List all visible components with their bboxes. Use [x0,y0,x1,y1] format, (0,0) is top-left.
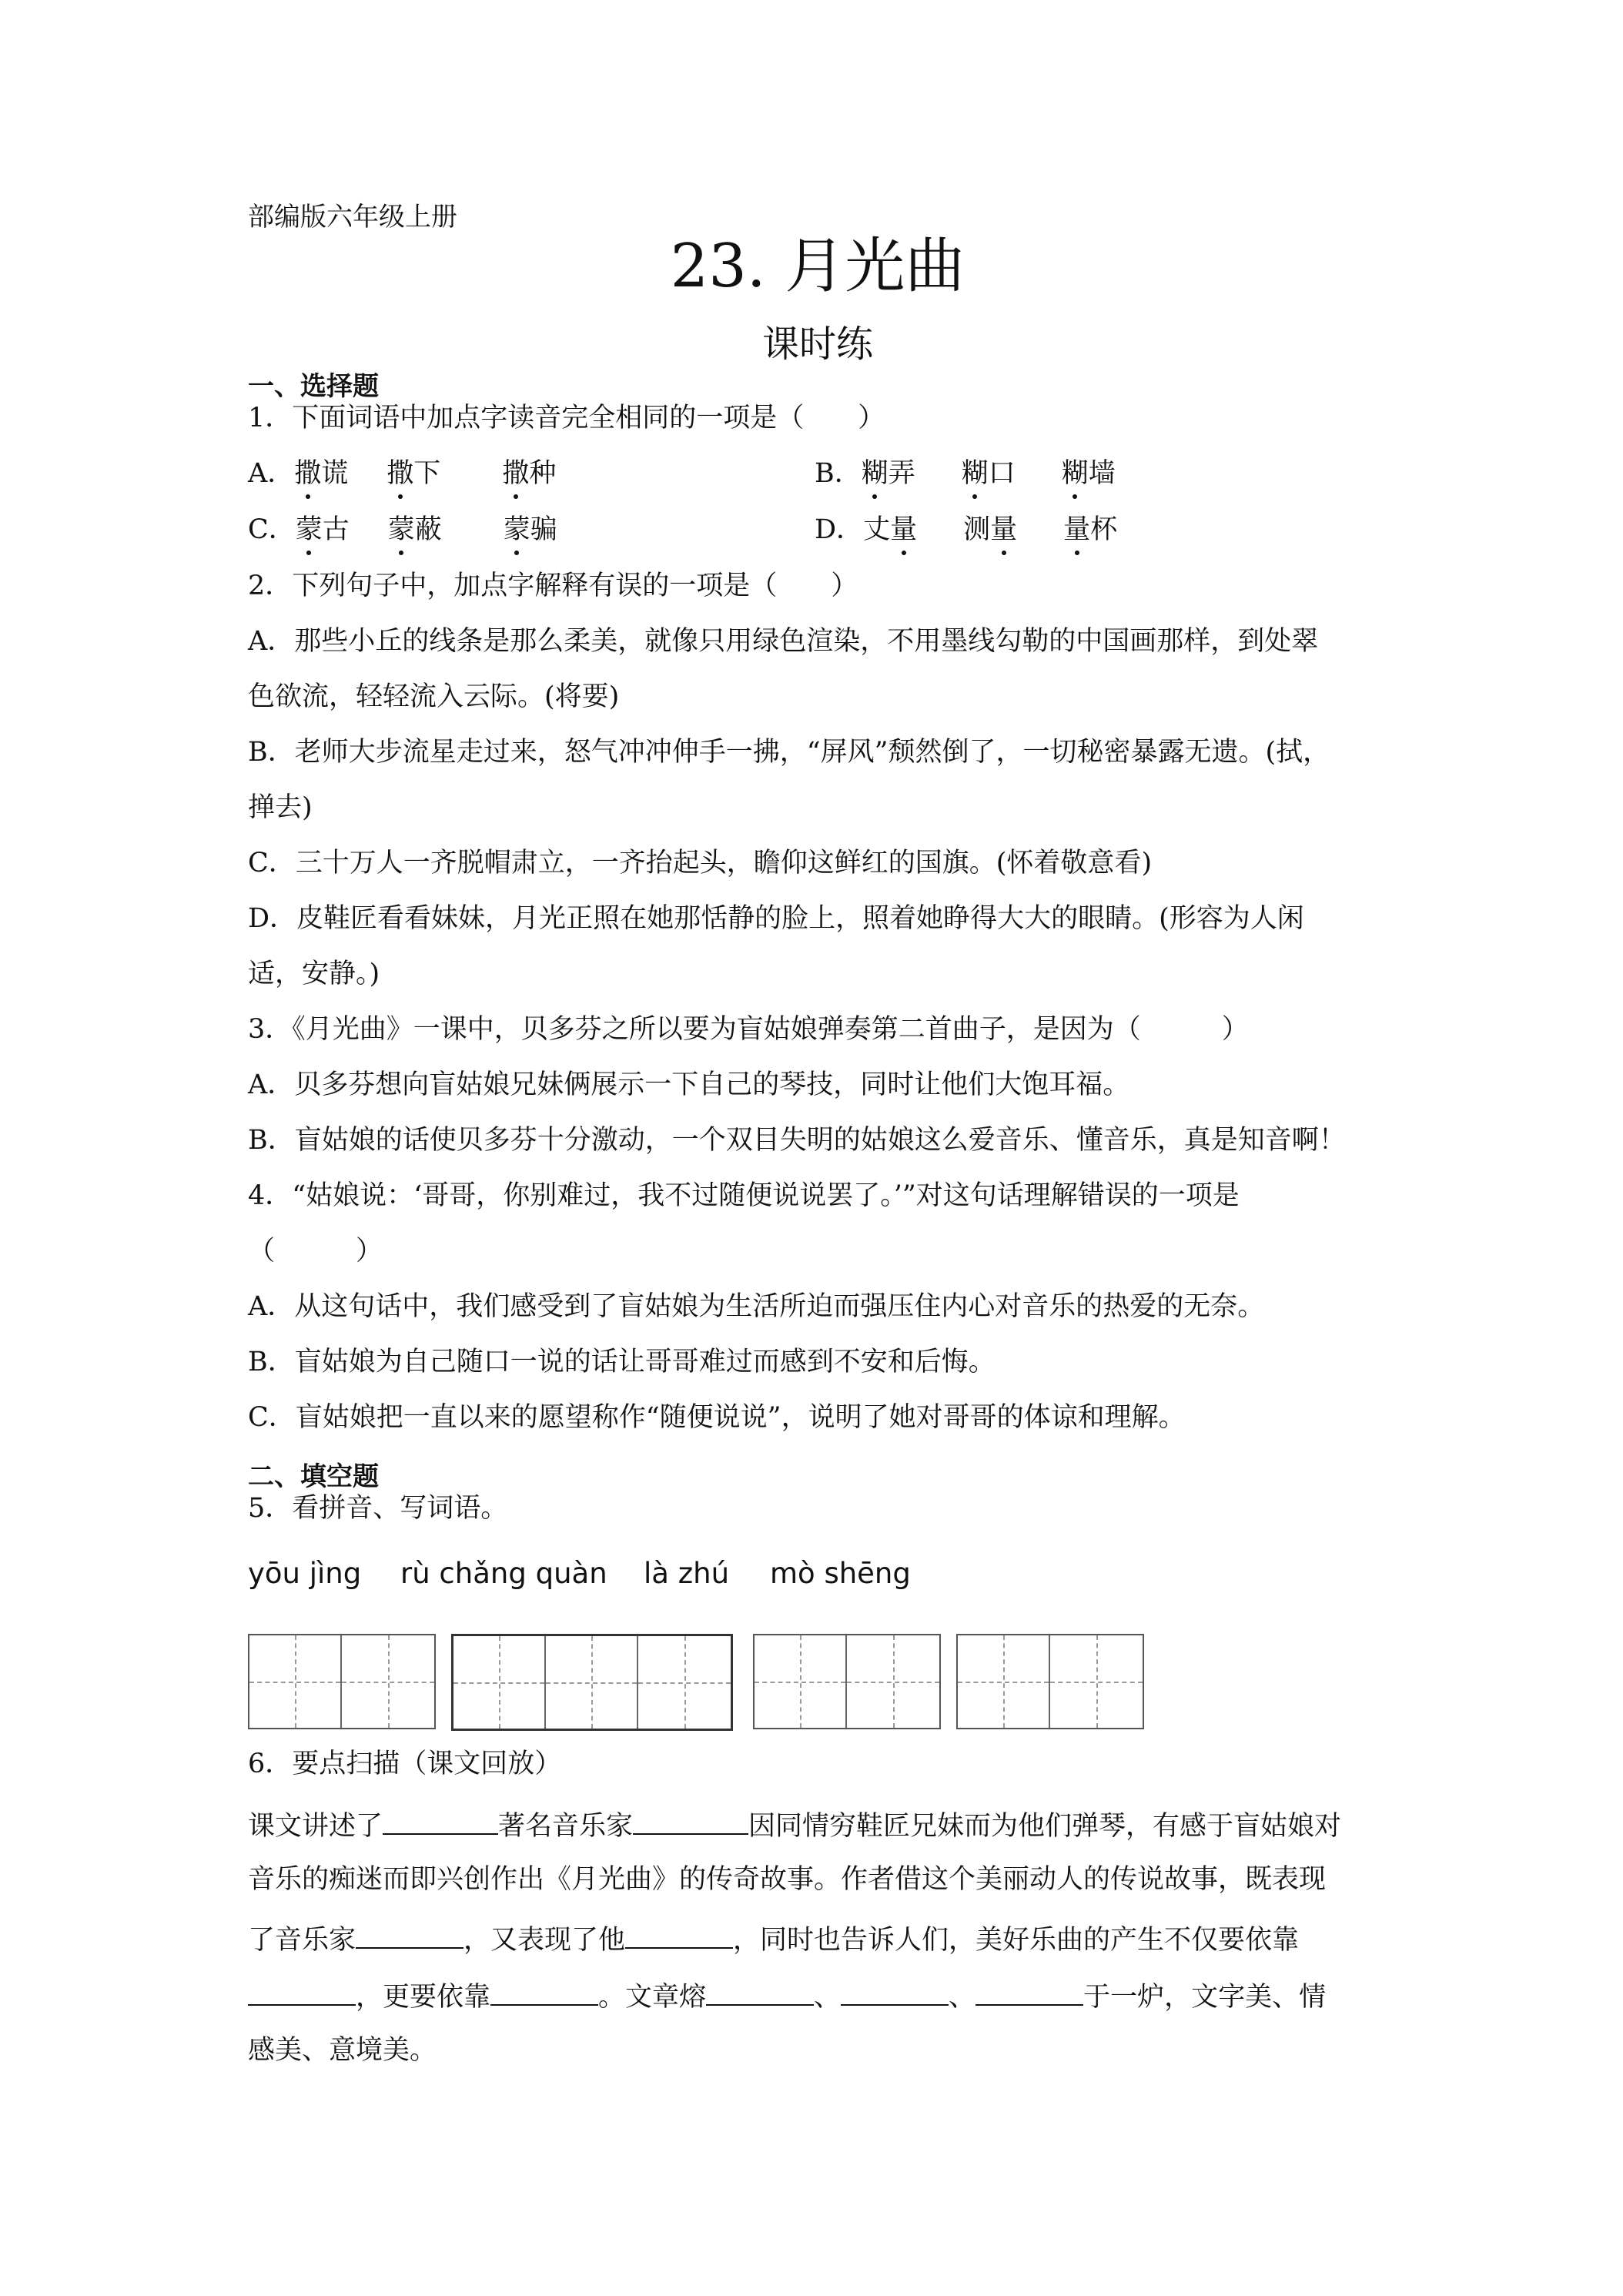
q6-paragraph-line2: 音乐的痴迷而即兴创作出《月光曲》的传奇故事。作者借这个美丽动人的传说故事，既表现 [248,1864,1327,1895]
q6-paragraph-line3 [248,1920,1299,1956]
fill-blank-7[interactable] [706,1977,814,2006]
option-letter: A． [248,458,295,489]
q3-stem: 3．《月光曲》一课中，贝多芬之所以要为盲姑娘弹奏第二首曲子，是因为（ ） [248,1014,1249,1045]
writing-cell[interactable] [755,1635,847,1728]
q1-a-word-2: 撒下 [387,458,441,489]
q1-option-b [815,457,1116,490]
text: 、 [949,1982,976,2013]
writing-grid-3[interactable] [753,1634,941,1729]
writing-cell[interactable] [453,1636,546,1729]
writing-cell[interactable] [342,1635,434,1728]
q2-option-a-line1: A．那些小丘的线条是那么柔美，就像只用绿色渲染，不用墨线勾勒的中国画那样，到处翠 [248,626,1319,657]
fill-blank-2[interactable] [633,1806,748,1835]
fill-blank-9[interactable] [975,1977,1083,2006]
dotted-char: 糊 [1061,458,1089,489]
writing-cell[interactable] [638,1636,731,1729]
q1-d-word-1: 丈量 [863,514,918,545]
pinyin-1: yōu jìng [248,1557,362,1590]
dotted-char: 量 [890,514,918,545]
q4-stem-line1: 4．“姑娘说：‘哥哥，你别难过，我不过随便说说罢了。’”对这句话理解错误的一项是 [248,1180,1240,1211]
text: 了音乐家 [248,1925,356,1956]
fill-blank-1[interactable] [383,1806,498,1835]
writing-cell[interactable] [546,1636,638,1729]
writing-cell[interactable] [249,1635,342,1728]
q4-option-c: C．盲姑娘把一直以来的愿望称作“随便说说”，说明了她对哥哥的体谅和理解。 [248,1402,1186,1433]
dotted-char: 蒙 [387,514,415,545]
q6-paragraph-line5: 感美、意境美。 [248,2035,437,2066]
q1-c-word-1: 蒙古 [295,514,350,545]
q1-b-word-3: 糊墙 [1061,458,1116,489]
dotted-char: 量 [1063,514,1091,545]
dotted-char: 蒙 [295,514,323,545]
q1-d-word-2: 测量 [963,514,1018,545]
q2-option-b-line1: B．老师大步流星走过来，怒气冲冲伸手一拂，“屏风”颓然倒了，一切秘密暴露无遗。(拭， [248,737,1330,768]
fill-blank-6[interactable] [490,1977,598,2006]
pinyin-3: là zhú [644,1557,730,1590]
option-letter: C． [248,514,296,545]
q1-b-word-1: 糊弄 [861,458,915,489]
fill-blank-5[interactable] [248,1977,356,2006]
q2-option-a-line2: 色欲流，轻轻流入云际。(将要) [248,681,620,712]
q2-stem: 2．下列句子中，加点字解释有误的一项是（ ） [248,571,858,601]
writing-grid-4[interactable] [956,1634,1144,1729]
text: 著名音乐家 [498,1811,634,1842]
q1-option-c [248,514,557,546]
dotted-char: 蒙 [503,514,530,545]
writing-grid-1[interactable] [248,1634,436,1729]
text: 。文章熔 [598,1982,707,2013]
dotted-char: 撒 [502,458,530,489]
writing-cell[interactable] [1050,1635,1143,1728]
lesson-subtitle: 课时练 [761,323,873,366]
q5-stem: 5．看拼音、写词语。 [248,1493,508,1524]
grade-header: 部编版六年级上册 [248,202,457,233]
q4-stem-line2: （ ） [248,1236,383,1267]
q1-option-a [248,457,556,490]
q1-c-word-3: 蒙骗 [503,514,557,545]
text: ，同时也告诉人们，美好乐曲的产生不仅要依靠 [733,1925,1300,1956]
section-choice-heading: 一、选择题 [248,371,379,402]
q1-stem: 1．下面词语中加点字读音完全相同的一项是（ ） [248,403,885,433]
pinyin-2: rù chǎng quàn [400,1557,607,1590]
q1-a-word-3: 撒种 [502,458,557,489]
fill-blank-4[interactable] [625,1920,733,1949]
dotted-char: 撒 [294,458,322,489]
lesson-title: 23. 月光曲 [670,232,965,301]
q3-option-a: A．贝多芬想向盲姑娘兄妹俩展示一下自己的琴技，同时让他们大饱耳福。 [248,1069,1130,1100]
q1-d-word-3: 量杯 [1063,514,1118,545]
q6-paragraph-line4 [248,1977,1326,2013]
q1-option-d [815,514,1117,546]
dotted-char: 糊 [861,458,888,489]
q4-option-a: A．从这句话中，我们感受到了盲姑娘为生活所迫而强压住内心对音乐的热爱的无奈。 [248,1291,1265,1322]
text: 于一炉，文字美、情 [1083,1982,1327,2013]
fill-blank-3[interactable] [356,1920,463,1949]
q2-option-c: C．三十万人一齐脱帽肃立，一齐抬起头，瞻仰这鲜红的国旗。(怀着敬意看) [248,848,1153,879]
fill-blank-8[interactable] [841,1977,949,2006]
q3-option-b: B．盲姑娘的话使贝多芬十分激动，一个双目失明的姑娘这么爱音乐、懂音乐，真是知音啊！ [248,1125,1346,1156]
text: ，又表现了他 [463,1925,626,1956]
writing-grid-2[interactable] [451,1634,733,1731]
dotted-char: 量 [990,514,1018,545]
q2-option-d-line2: 适，安静。) [248,959,380,989]
option-letter: B． [815,458,862,489]
q1-b-word-2: 糊口 [961,458,1016,489]
q1-a-word-1: 撒谎 [294,458,349,489]
dotted-char: 糊 [961,458,989,489]
q6-paragraph-line1 [248,1806,1341,1842]
writing-cell[interactable] [958,1635,1050,1728]
text: ，更要依靠 [356,1982,491,2013]
pinyin-4: mò shēng [770,1557,911,1590]
option-letter: D． [815,514,864,545]
text: 因同情穷鞋匠兄妹而为他们弹琴，有感于盲姑娘对 [748,1811,1342,1842]
q2-option-b-line2: 掸去) [248,792,313,823]
writing-cell[interactable] [847,1635,939,1728]
text: 课文讲述了 [248,1811,383,1842]
dotted-char: 撒 [387,458,414,489]
q1-c-word-2: 蒙蔽 [387,514,442,545]
section-fill-heading: 二、填空题 [248,1461,379,1492]
q6-stem: 6．要点扫描（课文回放） [248,1749,562,1779]
q2-option-d-line1: D．皮鞋匠看看妹妹，月光正照在她那恬静的脸上，照着她睁得大大的眼睛。(形容为人闲 [248,903,1304,934]
text: 、 [814,1982,842,2013]
q4-option-b: B．盲姑娘为自己随口一说的话让哥哥难过而感到不安和后悔。 [248,1347,996,1377]
